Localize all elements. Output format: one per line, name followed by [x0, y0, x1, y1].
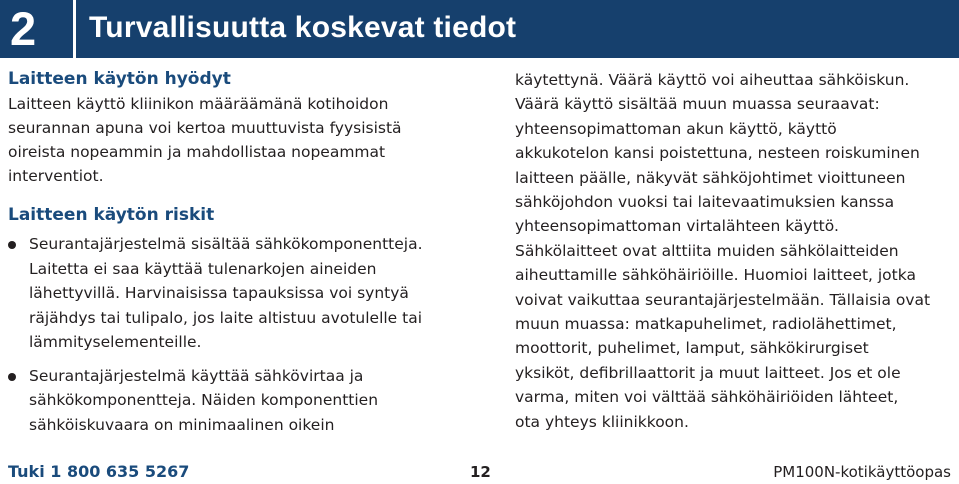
- paragraph-line: interventiot.: [8, 167, 104, 185]
- section-heading-risks: Laitteen käytön riskit: [8, 205, 215, 225]
- manual-name: PM100N-kotikäyttöopas: [773, 463, 951, 481]
- bullet-icon: [8, 241, 16, 249]
- bullet-line: sähkökomponentteja. Näiden komponenttien: [29, 391, 379, 409]
- paragraph-line: varma, miten voi välttää sähköhäiriöiden lähteet,: [515, 388, 899, 407]
- bullet-line: lähettyvillä. Harvinaisissa tapauksissa voi syntyä: [29, 284, 409, 302]
- paragraph-line: aiheuttamille sähköhäiriöille. Huomioi laitteet, jotka: [515, 266, 916, 285]
- list-item: [8, 232, 478, 355]
- section-heading-benefits: Laitteen käytön hyödyt: [8, 69, 231, 89]
- list-item: [8, 364, 478, 438]
- page-number: 12: [470, 463, 491, 481]
- page-footer: [0, 460, 959, 484]
- bullet-line: Seurantajärjestelmä käyttää sähkövirtaa ja: [29, 366, 364, 385]
- chapter-divider: [73, 0, 76, 58]
- paragraph-line: moottorit, puhelimet, lamput, sähkökirurgiset: [515, 339, 869, 358]
- bullet-line: Seurantajärjestelmä sisältää sähkökomponentteja.: [29, 235, 423, 253]
- paragraph-line: Laitteen käyttö kliinikon määräämänä kotihoidon: [8, 95, 389, 113]
- risks-bullet-list: [8, 232, 478, 437]
- chapter-header-bar: [0, 0, 959, 58]
- paragraph-line: muun muassa: matkapuhelimet, radiolähettimet,: [515, 315, 897, 334]
- paragraph-line: yksiköt, defibrillaattorit ja muut laitteet. Jos et ole: [515, 363, 901, 382]
- bullet-line: Laitetta ei saa käyttää tulenarkojen aineiden: [29, 259, 377, 278]
- left-column: [8, 66, 478, 437]
- paragraph-line: sähköjohdon vuoksi tai laitevaatimuksien kanssa: [515, 193, 895, 212]
- paragraph-line: seurannan apuna voi kertoa muuttuvista fyysisistä: [8, 119, 402, 137]
- bullet-line: lämmityselementeille.: [29, 333, 202, 351]
- benefits-paragraph: [8, 92, 478, 188]
- bullet-line: sähköiskuvaara on minimaalinen oikein: [29, 415, 335, 434]
- paragraph-line: akkukotelon kansi poistettuna, nesteen roiskuminen: [515, 144, 920, 163]
- bullet-line: räjähdys tai tulipalo, jos laite altistuu avotulelle tai: [29, 308, 423, 327]
- paragraph-line: Sähkölaitteet ovat alttiita muiden sähkölaitteiden: [515, 241, 899, 260]
- continued-paragraph: [515, 68, 955, 434]
- paragraph-line: yhteensopimattoman akun käyttö, käyttö: [515, 119, 837, 138]
- paragraph-line: laitteen päälle, näkyvät sähköjohtimet vioittuneen: [515, 168, 906, 187]
- paragraph-line: ota yhteys kliinikkoon.: [515, 412, 689, 431]
- paragraph-line: Väärä käyttö sisältää muun muassa seuraavat:: [515, 95, 880, 114]
- paragraph-line: oireista nopeammin ja mahdollistaa nopeammat: [8, 143, 386, 161]
- support-phone: Tuki 1 800 635 5267: [8, 462, 190, 481]
- paragraph-line: yhteensopimattoman virtalähteen käyttö.: [515, 217, 839, 236]
- chapter-number: 2: [10, 2, 36, 55]
- right-column: [515, 68, 955, 434]
- paragraph-line: käytettynä. Väärä käyttö voi aiheuttaa sähköiskun.: [515, 71, 910, 89]
- chapter-title: Turvallisuutta koskevat tiedot: [89, 11, 517, 44]
- bullet-icon: [8, 373, 16, 381]
- paragraph-line: voivat vaikuttaa seurantajärjestelmään. Tällaisia ovat: [515, 290, 931, 309]
